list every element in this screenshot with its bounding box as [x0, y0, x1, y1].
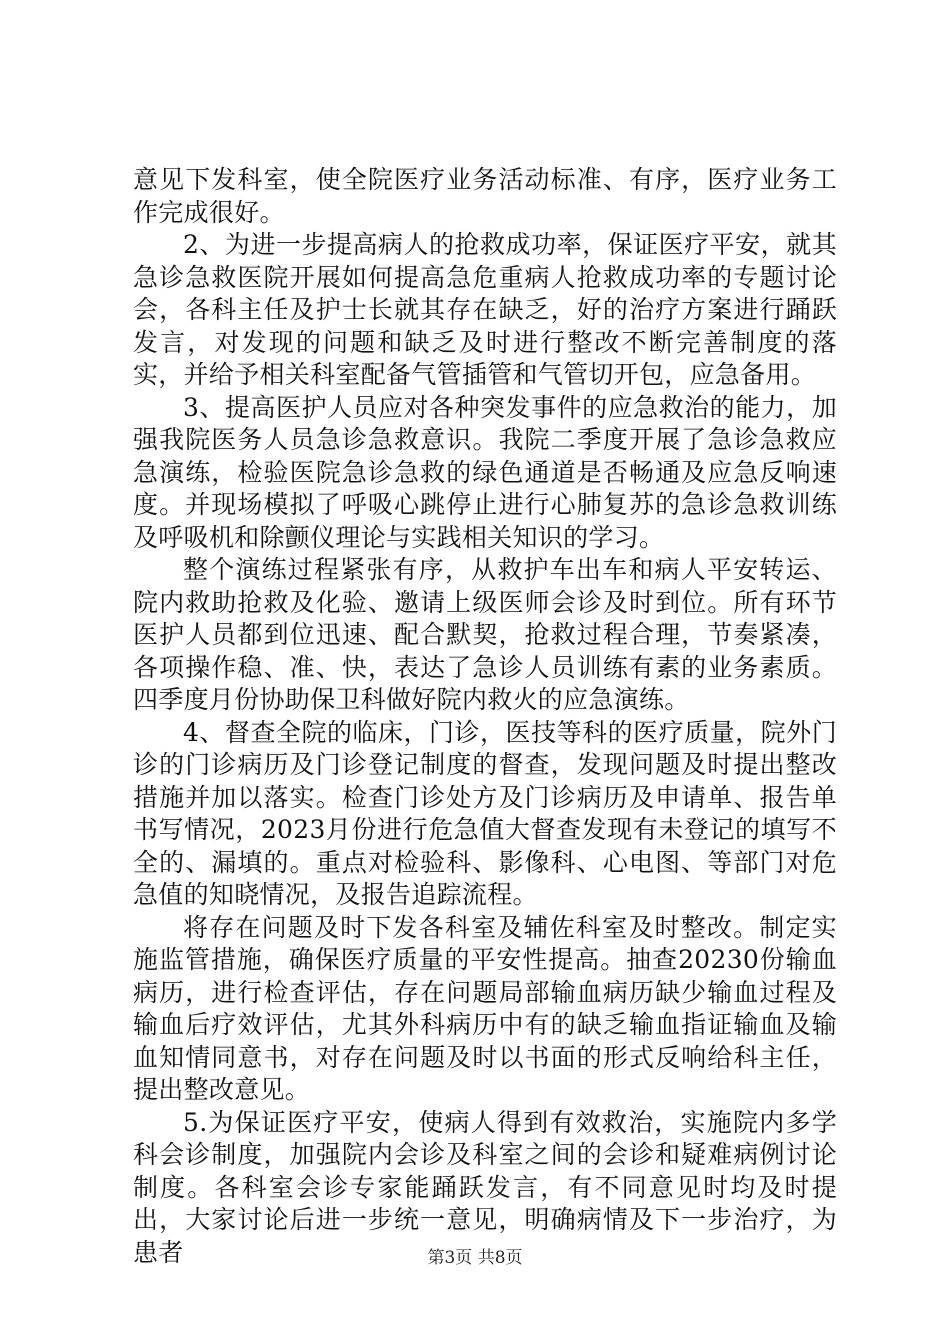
paragraph-1: 意见下发科室，使全院医疗业务活动标准、有序，医疗业务工作完成很好。 [133, 165, 837, 227]
paragraph-6: 将存在问题及时下发各科室及辅佐科室及时整改。制定实施监管措施，确保医疗质量的平安性提高。抽查20230份输血病历，进行检查评估，存在问题局部输血病历缺少输血过程及输血后疗效评估，尤其外科病历中有的缺乏输血指证输血及输血知情同意书，对存在问题及时以书面的形式反响给科主任，提出整改意见。 [133, 912, 837, 1104]
paragraph-3: 3、提高医护人员应对各种突发事件的应急救治的能力，加强我院医务人员急诊急救意识。我院二季度开展了急诊急救应急演练，检验医院急诊急救的绿色通道是否畅通及应急反响速度。并现场模拟了呼吸心跳停止进行心肺复苏的急诊急救训练及呼吸机和除颤仪理论与实践相关知识的学习。 [133, 392, 837, 552]
page-number-label: 第3页 共8页 [427, 1248, 523, 1268]
page-footer [0, 1243, 950, 1268]
document-body [133, 164, 837, 1269]
paragraph-2: 2、为进一步提高病人的抢救成功率，保证医疗平安，就其急诊急救医院开展如何提高急危重病人抢救成功率的专题讨论会，各科主任及护士长就其存在缺乏，好的治疗方案进行踊跃发言，对发现的问题和缺乏及时进行整改不断完善制度的落实，并给予相关科室配备气管插管和气管切开包，应急备用。 [133, 230, 837, 389]
paragraph-7: 5.为保证医疗平安，使病人得到有效救治，实施院内多学科会诊制度，加强院内会诊及科室之间的会诊和疑难病例讨论制度。各科室会诊专家能踊跃发言，有不同意见时均及时提出，大家讨论后进一步统一意见，明确病情及下一步治疗，为患者 [133, 1107, 837, 1267]
paragraph-4: 整个演练过程紧张有序，从救护车出车和病人平安转运、院内救助抢救及化验、邀请上级医师会诊及时到位。所有环节医护人员都到位迅速、配合默契，抢救过程合理，节奏紧凑，各项操作稳、准、快，表达了急诊人员训练有素的业务素质。四季度月份协助保卫科做好院内救火的应急演练。 [133, 555, 837, 714]
paragraph-5: 4、督查全院的临床，门诊，医技等科的医疗质量，院外门诊的门诊病历及门诊登记制度的督查，发现问题及时提出整改措施并加以落实。检查门诊处方及门诊病历及申请单、报告单书写情况，2023月份进行危急值大督查发现有未登记的填写不全的、漏填的。重点对检验科、影像科、心电图、等部门对危急值的知晓情况，及报告追踪流程。 [133, 717, 837, 909]
